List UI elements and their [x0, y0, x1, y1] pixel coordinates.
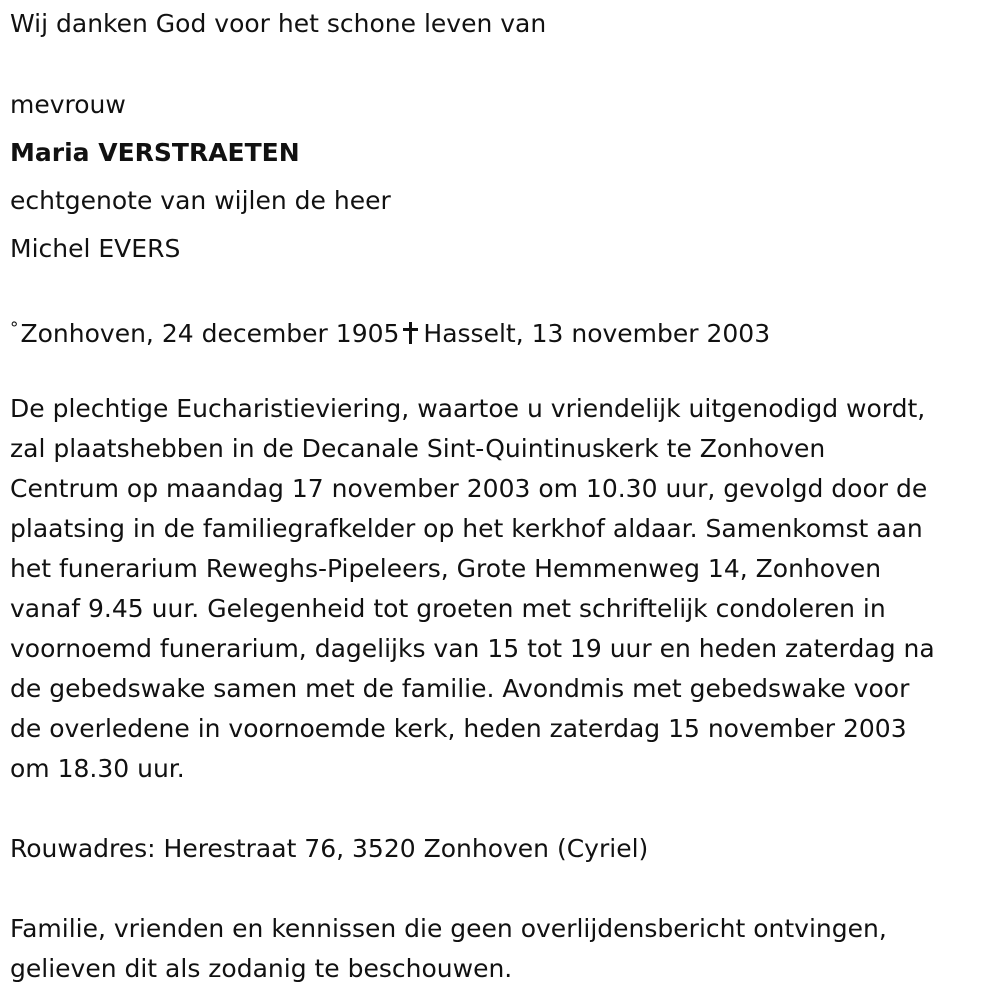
birth-info: Zonhoven, 24 december 1905	[20, 319, 400, 348]
ceremony-line: de overledene in voornoemde kerk, heden zaterdag 15 november 2003	[10, 714, 907, 743]
ceremony-line: voornoemd funerarium, dagelijks van 15 tot 19 uur en heden zaterdag na	[10, 634, 935, 663]
intro-text: Wij danken God voor het schone leven van	[10, 9, 547, 38]
ceremony-line: het funerarium Reweghs-Pipeleers, Grote Hemmenweg 14, Zonhoven	[10, 554, 882, 583]
life-dates	[10, 313, 770, 350]
ceremony-line: de gebedswake samen met de familie. Avondmis met gebedswake voor	[10, 674, 910, 703]
death-info: Hasselt, 13 november 2003	[423, 319, 771, 348]
ceremony-line: Centrum op maandag 17 november 2003 om 10.30 uur, gevolgd door de	[10, 474, 928, 503]
ceremony-paragraph	[10, 389, 995, 789]
relation-text: echtgenote van wijlen de heer	[10, 186, 391, 215]
mourning-address: Rouwadres: Herestraat 76, 3520 Zonhoven (Cyriel)	[10, 834, 649, 863]
closing-paragraph	[10, 909, 995, 989]
ceremony-line: zal plaatshebben in de Decanale Sint-Quintinuskerk te Zonhoven	[10, 434, 826, 463]
honorific: mevrouw	[10, 90, 126, 119]
spouse-name: Michel EVERS	[10, 234, 181, 263]
birth-symbol: °	[10, 319, 19, 339]
ceremony-line: De plechtige Eucharistieviering, waartoe u vriendelijk uitgenodigd wordt,	[10, 394, 926, 423]
deceased-name: Maria VERSTRAETEN	[10, 138, 300, 167]
closing-line: Familie, vrienden en kennissen die geen overlijdensbericht ontvingen,	[10, 914, 887, 943]
ceremony-line: om 18.30 uur.	[10, 754, 185, 783]
cross-icon	[402, 322, 418, 344]
ceremony-line: plaatsing in de familiegrafkelder op het kerkhof aldaar. Samenkomst aan	[10, 514, 923, 543]
closing-line: gelieven dit als zodanig te beschouwen.	[10, 954, 513, 983]
ceremony-line: vanaf 9.45 uur. Gelegenheid tot groeten met schriftelijk condoleren in	[10, 594, 886, 623]
